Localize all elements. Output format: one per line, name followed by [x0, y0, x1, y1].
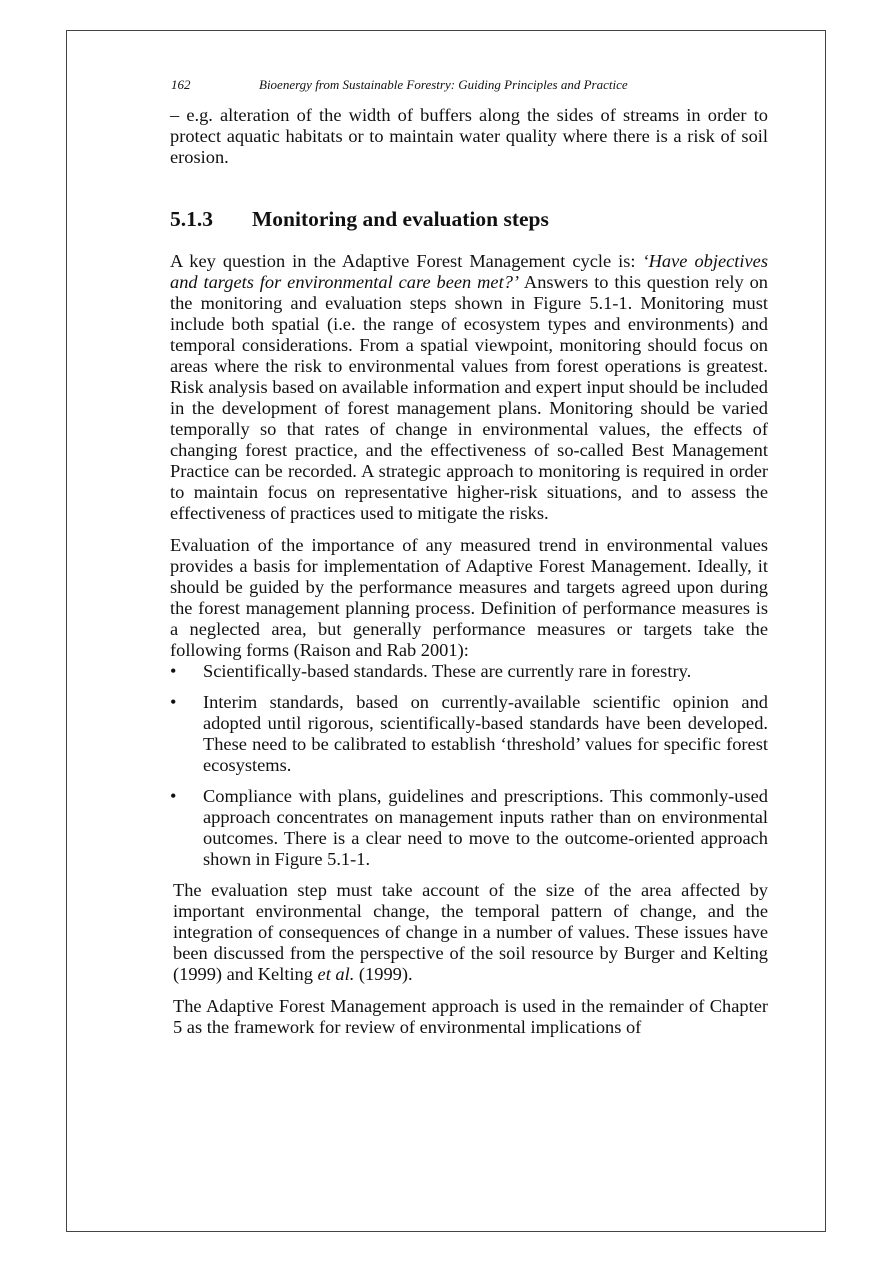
list-item: [170, 692, 768, 776]
key-question: ‘Have objectives and targets for environmental care been met?’: [170, 251, 768, 292]
bullet-marker: •: [170, 692, 177, 712]
list-item-text: Compliance with plans, guidelines and prescriptions. This commonly-used approach concentrates on management inputs rather than on environmental outcomes. There is a clear need to move to the outcome-oriented approach shown in Figure 5.1-1.: [203, 786, 768, 869]
paragraph-text: The evaluation step must take account of the size of the area affected by important environmental change, the temporal pattern of change, and the integration of consequences of change in a number of values. These issues have been discussed from the perspective of the soil resource by Burger and Kelting (1999) and Kelting: [173, 880, 768, 984]
paragraph-evaluation: Evaluation of the importance of any measured trend in environmental values provides a basis for implementation of Adaptive Forest Management. Ideally, it should be guided by the performance measures and targets agreed upon during the forest management planning process. Definition of performance measures is a neglected area, but generally performance measures or targets take the following forms (Raison and Rab 2001):: [170, 535, 768, 660]
bullet-marker: •: [170, 786, 177, 806]
list-item-text: Scientifically-based standards. These are currently rare in forestry.: [203, 661, 692, 681]
page-number: 162: [171, 77, 191, 92]
paragraph-monitoring: [170, 251, 768, 524]
running-header: [171, 76, 771, 94]
book-title: Bioenergy from Sustainable Forestry: Guiding Principles and Practice: [259, 77, 628, 92]
list-item: [170, 786, 768, 870]
page-body: [170, 105, 768, 1049]
list-item-text: Interim standards, based on currently-available scientific opinion and adopted until rigorous, scientifically-based standards have been developed. These need to be calibrated to establish ‘threshold’ values for specific forest ecosystems.: [203, 692, 768, 775]
paragraph-lead: A key question in the Adaptive Forest Management cycle is:: [170, 251, 643, 271]
section-heading: [170, 206, 768, 232]
paragraph-rest: Answers to this question rely on the monitoring and evaluation steps shown in Figure 5.1-1. Monitoring must include both spatial (i.e. the range of ecosystem types and environments) and temporal considerations. From a spatial viewpoint, monitoring should focus on areas where the risk to environmental values from forest operations is greatest. Risk analysis based on available information and expert input should be included in the development of forest management plans. Monitoring should be varied temporally so that rates of change in environmental values, the effects of changing forest practice, and the effectiveness of so-called Best Management Practice can be recorded. A strategic approach to monitoring is required in order to maintain focus on representative higher-risk situations, and to assess the effectiveness of practices used to mitigate the risks.: [170, 272, 768, 523]
paragraph-approach: The Adaptive Forest Management approach is used in the remainder of Chapter 5 as the framework for review of environmental implications of: [173, 996, 768, 1037]
citation-etal: et al.: [317, 964, 355, 984]
paragraph-evaluation-step: [170, 880, 768, 985]
paragraph-end: (1999).: [354, 964, 413, 984]
performance-measures-list: [170, 661, 768, 870]
bullet-marker: •: [170, 661, 177, 681]
list-item: [170, 661, 768, 682]
section-number: 5.1.3: [170, 207, 213, 231]
intro-paragraph: – e.g. alteration of the width of buffers along the sides of streams in order to protect aquatic habitats or to maintain water quality where there is a risk of soil erosion.: [170, 105, 768, 167]
section-title: Monitoring and evaluation steps: [252, 207, 549, 231]
